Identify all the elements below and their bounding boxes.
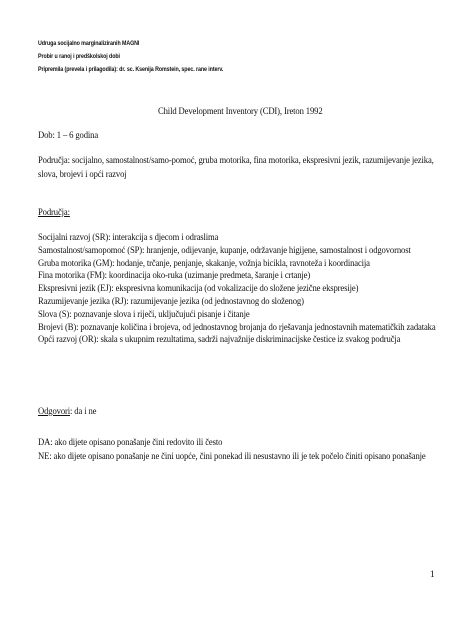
area-item-expressive-language: Ekspresivni jezik (EJ): ekspresivna komunikacija (od vokalizacije do složene jezične ekspresije) (38, 283, 359, 295)
answers-heading-label: Odgovori (38, 406, 71, 417)
area-item-fine-motor: Fina motorika (FM): koordinacija oko-ruka (uzimanje predmeta, šaranje i crtanje) (38, 270, 311, 282)
area-item-self-help: Samostalnost/samopomoć (SP): hranjenje, odijevanje, kupanje, održavanje higijene, samostalnost i odgovornost (38, 244, 411, 256)
organization-header (38, 37, 223, 76)
answers-list (38, 436, 426, 464)
area-item-numbers: Brojevi (B): poznavanje količina i brojeva, od jednostavnog brojanja do rješavanja jednostavnih matematičkih zadataka (38, 321, 436, 333)
answers-heading-options: : da i ne (70, 406, 97, 417)
page-number: 1 (430, 569, 435, 580)
document-title: Child Development Inventory (CDI), Ireton 1992 (158, 106, 323, 117)
intro-line: Područja: socijalno, samostalnost/samo-pomoć, gruba motorika, fina motorika, ekspresivni jezik, razumijevanje jezika, (38, 155, 434, 166)
header-line-subtitle: Probir u ranoj i predškolskoj dobi (38, 53, 120, 60)
area-item-letters: Slova (S): poznavanje slova i riječi, uključujući pisanje i čitanje (38, 308, 250, 320)
age-range: Dob: 1 – 6 godina (38, 130, 99, 141)
answer-item-no: NE: ako dijete opisano ponašanje ne čini uopće, čini ponekad ili nesustavno ili je tek počelo činiti opisano ponašanje (38, 451, 426, 462)
area-item-general-development: Opći razvoj (OR): skala s ukupnim rezultatima, sadrži najvažnije diskriminacijske čestice iz svakog područja (38, 334, 401, 346)
areas-heading: Područja: (38, 207, 70, 218)
header-line-author: Pripremila (prevela i prilagodila): dr. sc. Ksenija Romstein, spec. rane interv. (38, 66, 224, 73)
intro-line: slova, brojevi i opći razvoj (38, 168, 127, 180)
area-item-language-comprehension: Razumijevanje jezika (RJ): razumijevanje jezika (od jednostavnog do složenog) (38, 295, 304, 307)
areas-intro (38, 154, 434, 181)
answers-heading (38, 406, 96, 417)
areas-list (38, 232, 436, 347)
answer-item-yes: DA: ako dijete opisano ponašanje čini redovito ili često (38, 437, 223, 448)
header-line-organization: Udruga socijalno marginaliziranih MAGNI (38, 40, 140, 47)
area-item-gross-motor: Gruba motorika (GM): hodanje, trčanje, penjanje, skakanje, vožnja bicikla, ravnoteža i koordinacija (38, 257, 370, 269)
area-item-social: Socijalni razvoj (SR): interakcija s djecom i odraslima (38, 232, 219, 243)
